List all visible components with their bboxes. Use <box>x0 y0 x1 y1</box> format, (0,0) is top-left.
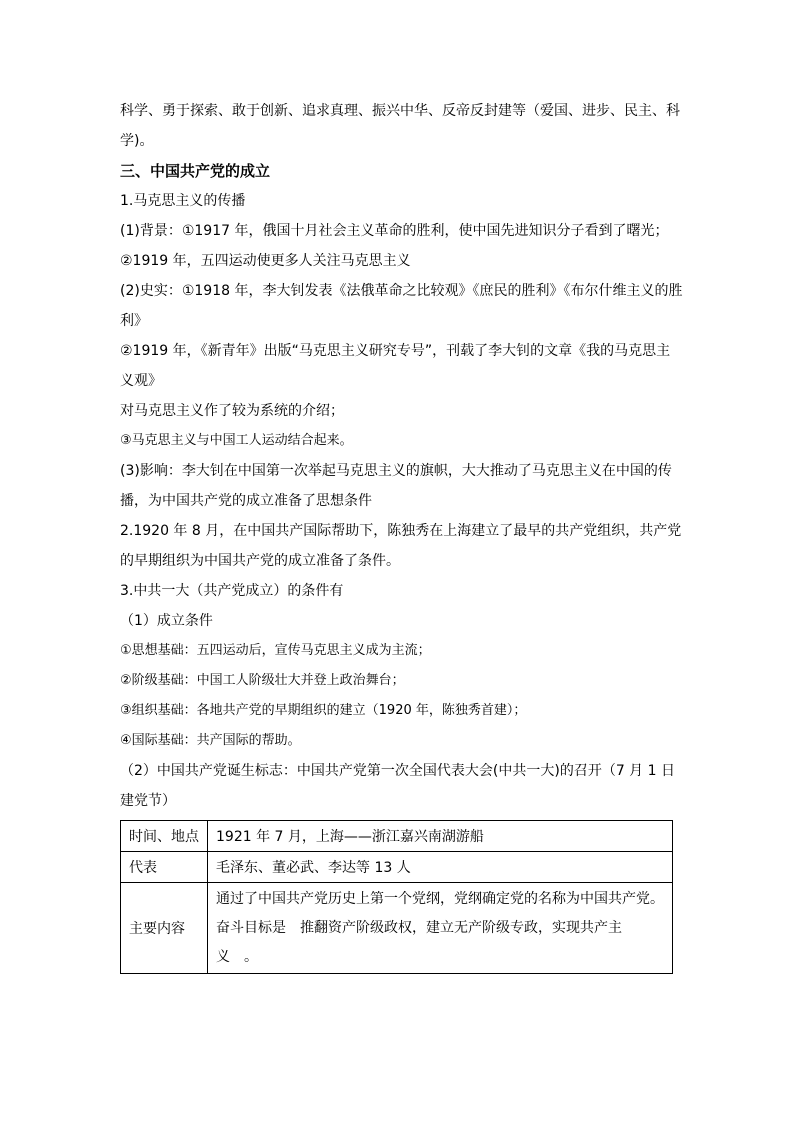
condition-international: ④国际基础：共产国际的帮助。 <box>120 733 301 748</box>
history-text-2-cont: 义观》 <box>120 373 162 389</box>
delegates-label: 代表 <box>121 852 208 883</box>
document-page <box>120 96 683 974</box>
main-content-line-1: 通过了中国共产党历史上第一个党纲，党纲确定党的名称为中国共产党。 <box>216 890 664 907</box>
table-row <box>121 883 673 974</box>
main-content-value <box>208 883 673 974</box>
conditions-title: （1）成立条件 <box>120 613 213 629</box>
history-text-4: ③马克思主义与中国工人运动结合起来。 <box>120 433 353 448</box>
history-text-cont: 利》 <box>120 313 148 329</box>
founding-marker-text: （2）中国共产党诞生标志：中国共产党第一次全国代表大会(中共一大)的召开（7 月 1 日 <box>120 763 675 779</box>
section-heading: 三、中国共产党的成立 <box>120 162 271 180</box>
paragraph-spirit-cont: 学)。 <box>120 133 154 149</box>
background-text: (1)背景：①1917 年，俄国十月社会主义革命的胜利，使中国先进知识分子看到了曙光； <box>120 223 669 239</box>
congress-info-table <box>120 820 673 974</box>
history-text-3: 对马克思主义作了较为系统的介绍； <box>120 403 344 419</box>
table-row <box>121 852 673 883</box>
history-text-2: ②1919 年，《新青年》出版“马克思主义研究专号”，刊载了李大钊的文章《我的马克思主 <box>120 343 671 359</box>
main-content-label: 主要内容 <box>121 883 208 974</box>
time-place-value: 1921 年 7 月，上海——浙江嘉兴南湖游船 <box>208 821 673 852</box>
time-place-label: 时间、地点 <box>121 821 208 852</box>
condition-class: ②阶级基础：中国工人阶级壮大并登上政治舞台； <box>120 673 405 688</box>
early-organization-text: 2.1920 年 8 月，在中国共产国际帮助下，陈独秀在上海建立了最早的共产党组织，共产党 <box>120 523 682 539</box>
paragraph-spirit: 科学、勇于探索、敢于创新、追求真理、振兴中华、反帝反封建等（爱国、进步、民主、科 <box>120 103 680 119</box>
subsection-title-marxism: 1.马克思主义的传播 <box>120 193 246 209</box>
condition-organization: ③组织基础：各地共产党的早期组织的建立（1920 年，陈独秀首建）； <box>120 703 527 718</box>
effect-text-cont: 播，为中国共产党的成立准备了思想条件 <box>120 493 372 509</box>
background-text-2: ②1919 年，五四运动使更多人关注马克思主义 <box>120 253 411 269</box>
table-row <box>121 821 673 852</box>
main-content-line-3: 义 。 <box>216 948 258 965</box>
history-text: (2)史实：①1918 年，李大钊发表《法俄革命之比较观》《庶民的胜利》《布尔什维主义的胜 <box>120 283 683 299</box>
condition-ideology: ①思想基础：五四运动后，宣传马克思主义成为主流； <box>120 643 431 658</box>
subsection-title-congress: 3.中共一大（共产党成立）的条件有 <box>120 583 344 599</box>
early-organization-text-cont: 的早期组织为中国共产党的成立准备了条件。 <box>120 553 400 569</box>
main-content-line-2: 奋斗目标是 推翻资产阶级政权，建立无产阶级专政，实现共产主 <box>216 919 622 936</box>
delegates-value: 毛泽东、董必武、李达等 13 人 <box>208 852 673 883</box>
effect-text: (3)影响：李大钊在中国第一次举起马克思主义的旗帜，大大推动了马克思主义在中国的传 <box>120 463 672 479</box>
founding-marker-text-cont: 建党节） <box>120 793 176 809</box>
